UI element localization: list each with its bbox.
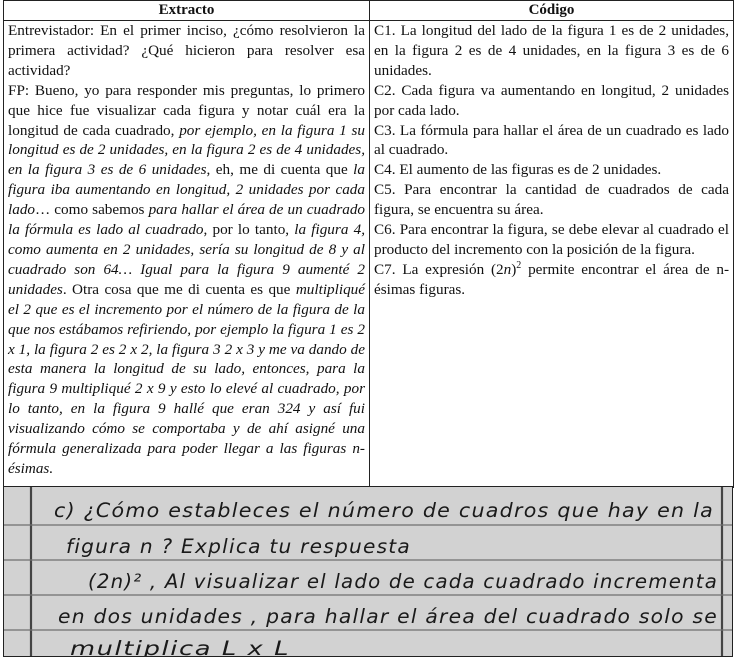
extract-run: FP: Bueno, yo para responder mis preguntas, lo primero que hice fue visualizar cada figura y notar cuál era la longitud de cada cuadrado, [8, 81, 365, 139]
extract-run: … como sabemos [35, 201, 149, 219]
extract-run: Entrevistador: En el primer inciso, ¿cómo resolvieron la primera actividad? ¿Qué hicieron para resolver esa actividad? [8, 22, 365, 79]
header-code: Código [370, 1, 734, 21]
extract-run: , eh, me di cuenta que [206, 161, 354, 179]
code-item-c4: C4. El aumento de las figuras es de 2 unidades. [374, 161, 662, 179]
extract-paragraph [8, 21, 365, 81]
handwritten-line-2: figura n ? Explica tu respuesta [66, 535, 411, 558]
code-item-c7 [374, 260, 729, 300]
extract-italic-run: multipliqué el 2 que es el incremento por el número de la figura de la que nos estábamos refiriendo, por ejemplo la figura 1 es 2 x 1, la figura 2 es 2 x 2, la figura 3 2 x 3 y me va dando de esta manera la longitud de su lado, entonces, para la figura 9 multipliqué 2 x 9 y esto lo elevé al cuadrado, por lo tanto, en la figura 9 hallé que eran 324 y así fui visualizando cómo se comportaba y de ahí asigné una fórmula generalizada para poder llegar a las figuras n-ésimas. [8, 280, 365, 477]
code-item-c5: C5. Para encontrar la cantidad de cuadrados de cada figura, se encuentra su área. [374, 181, 729, 219]
extract-italic-run: la figura iba aumentando en longitud, 2 unidades por cada lado [8, 161, 365, 219]
table-header-row [4, 1, 734, 21]
c7-mid: ) [511, 260, 517, 278]
extract-cell [4, 21, 370, 488]
handwritten-line-5: multiplica L x L [70, 637, 290, 658]
c7-variable: n [503, 260, 512, 278]
c7-pre: C7. La expresión (2 [374, 260, 504, 278]
extract-italic-run: para hallar el área de un cuadrado la fórmula es lado al cuadrado [8, 201, 366, 239]
c7-post: permite encontrar el área de n-ésimas figuras. [374, 260, 730, 298]
extract-paragraph [8, 81, 365, 479]
coding-table [3, 0, 734, 488]
table-row [4, 21, 734, 488]
extract-italic-run: por ejemplo, en la figura 1 su longitud es de 2 unidades, en la figura 2 es de 4 unidades, en la figura 3 es de 6 unidades [8, 121, 365, 179]
code-item-c6: C6. Para encontrar la figura, se debe elevar al cuadrado el producto del incremento con la posición de la figura. [374, 221, 729, 258]
extract-italic-run: la figura 4, como aumenta en 2 unidades, sería su longitud de 8 y al cuadrado son 64… Igual para la figura 9 aumenté 2 unidades [8, 221, 365, 298]
extract-run: . Otra cosa que me di cuenta es que [62, 280, 296, 298]
handwritten-line-1: c) ¿Cómo estableces el número de cuadros que hay en la [54, 499, 715, 522]
handwritten-answer-image [3, 486, 733, 657]
code-item-c3: C3. La fórmula para hallar el área de un cuadrado es lado al cuadrado. [374, 121, 729, 159]
extract-text [8, 21, 365, 479]
handwritten-line-4: en dos unidades , para hallar el área del cuadrado solo se [58, 605, 718, 628]
extract-run: , por lo tanto, [203, 221, 295, 239]
notebook-paper [4, 487, 733, 657]
handwritten-line-3: (2n)² , Al visualizar el lado de cada cuadrado incrementa [88, 570, 718, 593]
code-item-c2: C2. Cada figura va aumentando en longitud, 2 unidades por cada lado. [374, 81, 729, 119]
header-extract: Extracto [4, 1, 370, 21]
code-cell [370, 21, 734, 488]
c7-superscript: 2 [516, 259, 522, 271]
code-item-c1: C1. La longitud del lado de la figura 1 es de 2 unidades, en la figura 2 es de 4 unidades, en la figura 3 es de 6 unidades. [374, 22, 729, 79]
